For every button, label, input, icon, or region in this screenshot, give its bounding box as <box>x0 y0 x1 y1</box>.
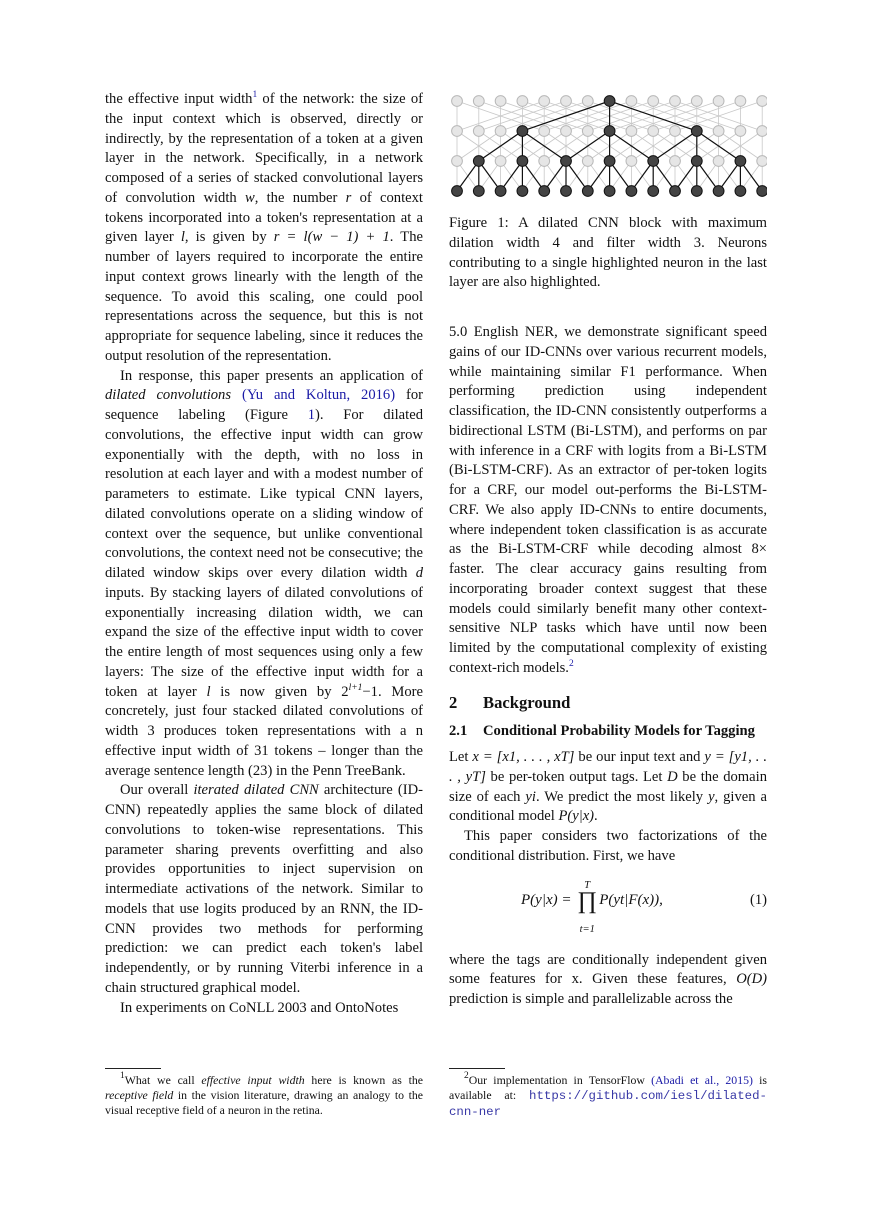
footnote-1: $^1$What we call effective input width here is known as the receptive field in the vision literature, drawing an analogy to the visual receptive field of a neuron in the retina. <box>105 1068 423 1119</box>
inactive-neuron <box>670 126 681 137</box>
citation-yu-koltun[interactable]: (Yu and Koltun, 2016) <box>241 387 396 404</box>
paragraph-independence: where the tags are conditionally independent given some features for x. Given these features, O(D) prediction is simple and parallelizable across the <box>449 951 767 1007</box>
inactive-neuron <box>582 96 593 107</box>
inactive-neuron <box>626 96 637 107</box>
inactive-neuron <box>735 96 746 107</box>
paragraph-id-cnn: Our overall iterated dilated CNN architecture (ID-CNN) repeatedly applies the same block of dilated convolutions to token-wise representations. This parameter sharing prevents overfitting and also provides opportunities to inject supervision on intermediate activations of the network. Similar to models that use logits produced by an RNN, the ID-CNN provides two methods for performing prediction: we can predict each token's label independently, or by running Viterbi inference in a chain structured graphical model. <box>105 782 423 996</box>
active-neuron <box>604 186 615 197</box>
equation-1: P(y|x) = T ∏ t=1 P(yt|F(x)), (1) <box>521 879 767 935</box>
inactive-neuron <box>713 156 724 167</box>
left-column <box>105 90 423 1018</box>
paragraph-definitions: Let x = [x1, . . . , xT] be our input text and y = [y1, . . . , yT] be per-token output tags. Let D be the domain size of each yi. We predict the most likely y, given a conditional model P(y|x). <box>449 749 767 825</box>
active-neuron <box>517 156 528 167</box>
active-neuron <box>495 186 506 197</box>
right-column <box>449 90 767 1010</box>
formula-r: r = l(w − 1) + 1 <box>273 229 390 246</box>
active-neuron <box>691 186 702 197</box>
inactive-neuron <box>670 96 681 107</box>
active-neuron <box>473 156 484 167</box>
inactive-neuron <box>539 156 550 167</box>
inactive-neuron <box>757 156 767 167</box>
inactive-neuron <box>561 96 572 107</box>
footnote-2: $^2$Our implementation in TensorFlow (Abadi et al., 2015) is available at: https://github.com/iesl/dilated-cnn-ner <box>449 1068 767 1121</box>
paragraph-experiments: In experiments on CoNLL 2003 and OntoNotes <box>120 999 399 1016</box>
active-neuron <box>604 96 615 107</box>
inactive-neuron <box>582 126 593 137</box>
active-neuron <box>604 156 615 167</box>
paragraph-factorizations: This paper considers two factorizations of the conditional distribution. First, we have <box>449 828 767 864</box>
figure-dilated-cnn <box>449 90 767 208</box>
active-neuron <box>517 186 528 197</box>
figure-ref-1[interactable]: 1 <box>307 407 315 423</box>
inactive-neuron <box>473 96 484 107</box>
inactive-neuron <box>670 156 681 167</box>
active-neuron <box>626 186 637 197</box>
inactive-neuron <box>757 96 767 107</box>
active-neuron <box>713 186 724 197</box>
subsection-heading: 2.1 Conditional Probability Models for Tagging <box>449 723 755 740</box>
active-neuron <box>452 186 463 197</box>
active-neuron <box>670 186 681 197</box>
inactive-neuron <box>452 156 463 167</box>
inactive-neuron <box>539 96 550 107</box>
inactive-neuron <box>473 126 484 137</box>
inactive-neuron <box>452 126 463 137</box>
repository-link[interactable]: https://github.com/iesl/dilated-cnn-ner <box>449 1089 767 1120</box>
inactive-neuron <box>495 126 506 137</box>
citation-abadi[interactable]: (Abadi et al., 2015) <box>651 1073 753 1087</box>
inactive-neuron <box>495 96 506 107</box>
product-symbol: T ∏ t=1 <box>577 879 598 935</box>
inactive-neuron <box>452 96 463 107</box>
inactive-neuron <box>539 126 550 137</box>
inactive-neuron <box>648 96 659 107</box>
inactive-neuron <box>757 126 767 137</box>
active-neuron <box>757 186 767 197</box>
footnote-ref-1[interactable]: 1 <box>252 90 258 100</box>
inactive-neuron <box>517 96 528 107</box>
active-neuron <box>691 126 702 137</box>
inactive-neuron <box>582 156 593 167</box>
inactive-neuron <box>691 96 702 107</box>
inactive-neuron <box>626 126 637 137</box>
active-neuron <box>735 156 746 167</box>
footnote-rule <box>449 1068 505 1069</box>
section-heading-background: 2 Background <box>449 692 571 712</box>
active-neuron <box>604 126 615 137</box>
active-neuron <box>691 156 702 167</box>
dilated-cnn-diagram <box>449 90 767 200</box>
active-neuron <box>648 156 659 167</box>
paragraph-results: 5.0 English NER, we demonstrate significant speed gains of our ID-CNNs over various recurrent models, while maintaining similar F1 performance. When performing prediction using independent classification, the ID-CNN consistently outperforms a bidirectional LSTM (Bi-LSTM), and performs on par with inference in a CRF with logits from a Bi-LSTM (Bi-LSTM-CRF). As an extractor of per-token logits for a CRF, our model out-performs the Bi-LSTM-CRF. We also apply ID-CNNs to entire documents, where independent token classification is as accurate as the Bi-LSTM-CRF while decoding almost 8× faster. The clear accuracy gains resulting from incorporating broader context suggest that these models could similarly benefit many other context-sensitive NLP tasks which have until now been limited by the computational complexity of existing context-rich models.$^2$ <box>449 324 767 676</box>
equation-number: (1) <box>749 891 767 908</box>
active-neuron <box>517 126 528 137</box>
inactive-neuron <box>495 156 506 167</box>
inactive-neuron <box>561 126 572 137</box>
paragraph-effective-width: the effective input width$^1$ of the network: the size of the input context which is observed, directly or indirectly, by the representation of a token at a given layer in the network. Specifically, in a network composed of a series of stacked convolutional layers of convolution width w, the number r of context tokens incorporated into a token's representation at a given layer l, is given by r = l(w − 1) + 1. The number of layers required to incorporate the entire input context grows linearly with the length of the sequence. To avoid this scaling, one could pool representations across the sequence, but this is not appropriate for sequence labeling, since it reduces the output resolution of the representation. <box>105 90 423 364</box>
figure-caption: Figure 1: A dilated CNN block with maximum dilation width 4 and filter width 3. Neurons contributing to a single highlighted neuron in the last layer are also highlighted. <box>449 215 767 291</box>
active-neuron <box>648 186 659 197</box>
active-neuron <box>735 186 746 197</box>
active-neuron <box>539 186 550 197</box>
active-neuron <box>473 186 484 197</box>
inactive-neuron <box>648 126 659 137</box>
active-neuron <box>561 186 572 197</box>
active-neuron <box>561 156 572 167</box>
inactive-neuron <box>735 126 746 137</box>
paragraph-dilated-convolutions: In response, this paper presents an application of dilated convolutions (Yu and Koltun, 2016) for sequence labeling (Figure 1). For dilated convolutions, the effective input width can grow exponentially with the depth, with no loss in resolution at each layer and with a modest number of parameters to estimate. Like typical CNN layers, dilated convolutions operate on a sliding window of context over the sequence, but unlike conventional convolutions, the context need not be consecutive; the dilated window skips over every dilation width d inputs. By stacking layers of dilated convolutions of exponentially increasing dilation width, we can expand the size of the effective input width to cover the entire length of most sequences using only a few layers: The size of the effective input width for a token at layer l is now given by $2^{l+1}-1$. More concretely, just four stacked dilated convolutions of width 3 produces token representations with a n effective input width of 31 tokens – longer than the average sentence length (23) in the Penn TreeBank. <box>105 367 424 779</box>
inactive-neuron <box>713 126 724 137</box>
inactive-neuron <box>626 156 637 167</box>
active-neuron <box>582 186 593 197</box>
footnote-ref-2[interactable]: 2 <box>568 658 574 669</box>
footnote-rule <box>105 1068 161 1069</box>
inactive-neuron <box>713 96 724 107</box>
